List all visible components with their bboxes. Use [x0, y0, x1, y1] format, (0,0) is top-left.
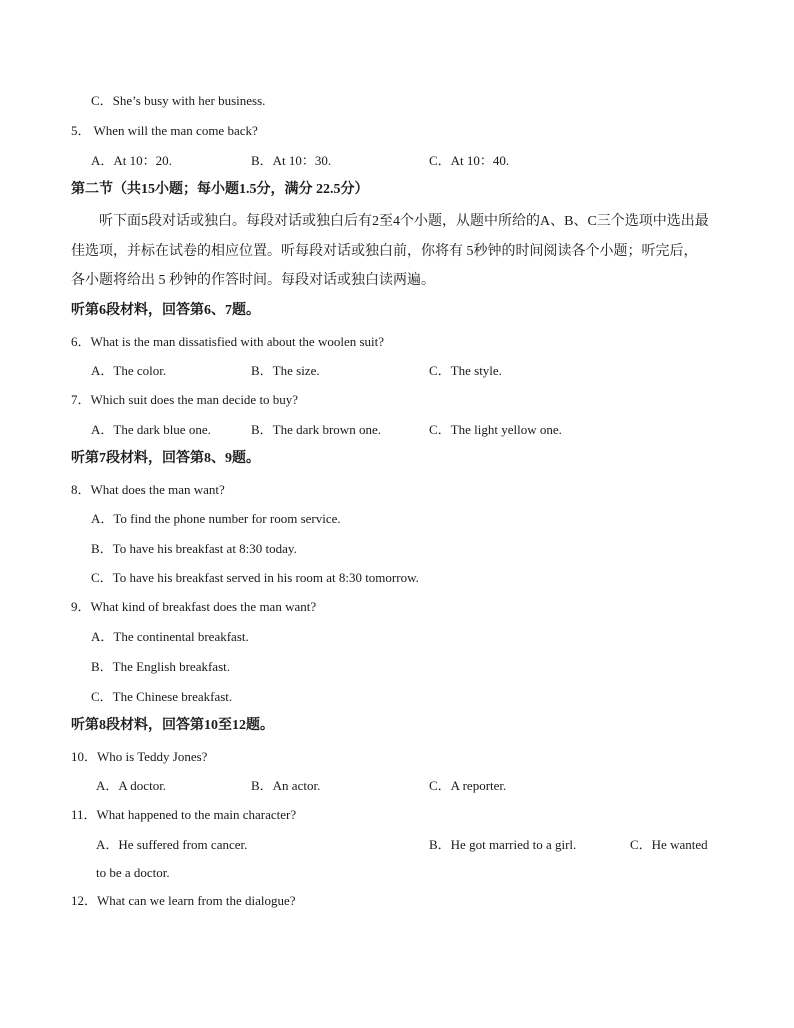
q11-option-c-continued: to be a doctor.	[96, 865, 170, 880]
q8-option-c: C．To have his breakfast served in his room at 8:30 tomorrow.	[91, 570, 419, 585]
instructions-line-2: 佳选项，并标在试卷的相应位置。听每段对话或独白前，你将有 5秒钟的时间阅读各个小题；听完后，	[71, 244, 698, 259]
q8-question: 8．What does the man want?	[71, 482, 225, 497]
q10-option-c: C．A reporter.	[429, 778, 507, 793]
q12-question: 12．What can we learn from the dialogue?	[71, 893, 296, 908]
instructions-line-1: 听下面5段对话或独白。每段对话或独白后有2至4个小题，从题中所给的A、B、C三个选项中选出最	[99, 214, 709, 229]
q7-question: 7．Which suit does the man decide to buy?	[71, 392, 299, 407]
q5-option-c: C．At 10：40.	[429, 153, 510, 168]
material-7-heading: 听第7段材料，回答第8、9题。	[71, 451, 260, 466]
q6-option-b: B．The size.	[251, 363, 320, 378]
q5-option-a: A．At 10：20.	[91, 153, 172, 168]
q6-option-c: C．The style.	[429, 363, 502, 378]
instructions-line-3: 各小题将给出 5 秒钟的作答时间。每段对话或独白读两遍。	[71, 273, 435, 288]
q10-question: 10．Who is Teddy Jones?	[71, 749, 208, 764]
q7-option-a: A．The dark blue one.	[91, 422, 211, 437]
q7-option-c: C．The light yellow one.	[429, 422, 562, 437]
q6-option-a: A．The color.	[91, 363, 167, 378]
q5-option-b: B．At 10：30.	[251, 153, 332, 168]
q9-option-b: B．The English breakfast.	[91, 659, 230, 674]
q10-option-a: A．A doctor.	[96, 778, 167, 793]
q9-option-a: A．The continental breakfast.	[91, 629, 249, 644]
q7-option-b: B．The dark brown one.	[251, 422, 381, 437]
q4-option-c: C．She’s busy with her business.	[91, 93, 266, 108]
q9-option-c: C．The Chinese breakfast.	[91, 689, 233, 704]
section-2-heading: 第二节（共15小题；每小题1.5分，满分 22.5分）	[71, 182, 369, 197]
q11-question: 11．What happened to the main character?	[71, 807, 297, 822]
q5-question: 5． When will the man come back?	[71, 123, 258, 138]
q10-option-b: B．An actor.	[251, 778, 321, 793]
q9-question: 9．What kind of breakfast does the man want?	[71, 599, 317, 614]
q8-option-b: B．To have his breakfast at 8:30 today.	[91, 541, 297, 556]
q11-option-b: B．He got married to a girl.	[429, 837, 577, 852]
material-6-heading: 听第6段材料，回答第6、7题。	[71, 303, 260, 318]
q11-option-c: C．He wanted	[630, 837, 708, 852]
material-8-heading: 听第8段材料，回答第10至12题。	[71, 718, 274, 733]
q8-option-a: A．To find the phone number for room service.	[91, 511, 341, 526]
q11-option-a: A．He suffered from cancer.	[96, 837, 248, 852]
q6-question: 6．What is the man dissatisfied with about the woolen suit?	[71, 334, 385, 349]
